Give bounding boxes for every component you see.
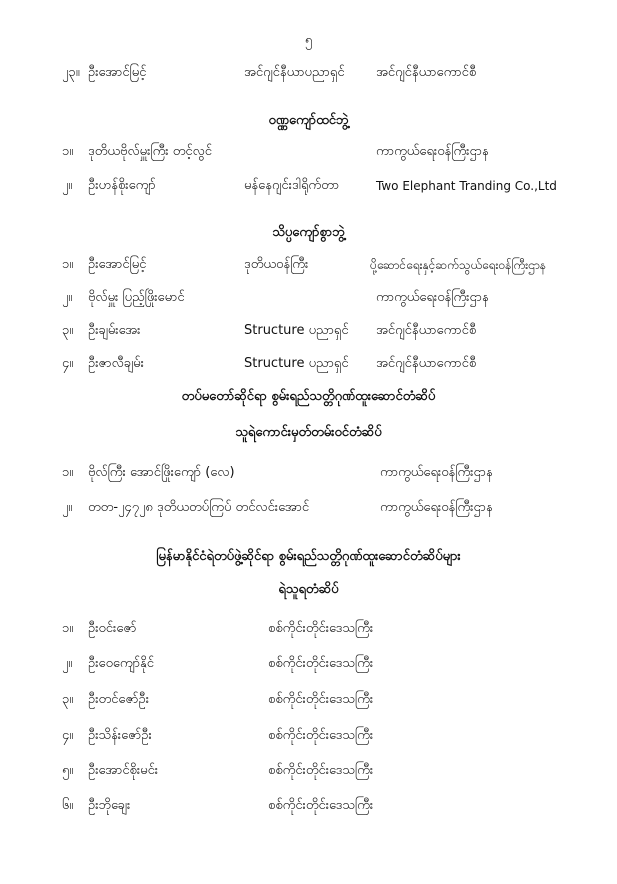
item-name: ဦးတင်ဇော်ဦး: [88, 692, 150, 707]
item-org: ပို့ဆောင်ရေးနှင့်ဆက်သွယ်ရေးဝန်ကြီးဌာန: [370, 258, 546, 272]
item-number: ၂၃။: [62, 65, 80, 80]
item-title: စစ်ကိုင်းတိုင်းဒေသကြီး: [268, 798, 374, 813]
item-org: အင်ဂျင်နီယာကောင်စီ: [376, 323, 477, 338]
item-org: ကာကွယ်ရေးဝန်ကြီးဌာန: [380, 500, 493, 515]
item-number: ၅။: [62, 763, 74, 778]
item-title: စစ်ကိုင်းတိုင်းဒေသကြီး: [268, 692, 374, 707]
item-title: Structure ပညာရှင်: [244, 356, 349, 371]
item-title: စစ်ကိုင်းတိုင်းဒေသကြီး: [268, 728, 374, 743]
item-name: ဦးအောင်စိုးမင်း: [88, 763, 159, 778]
item-number: ၃။: [62, 323, 74, 338]
item-org: အင်ဂျင်နီယာကောင်စီ: [376, 356, 477, 371]
item-org: အင်ဂျင်နီယာကောင်စီ: [376, 65, 477, 80]
item-org: ကာကွယ်ရေးဝန်ကြီးဌာန: [376, 290, 489, 305]
item-number: ၂။: [62, 500, 73, 515]
item-org: Two Elephant Tranding Co.,Ltd: [376, 179, 557, 193]
item-number: ၂။: [62, 656, 73, 671]
item-title: စစ်ကိုင်းတိုင်းဒေသကြီး: [268, 621, 374, 636]
section-heading: ဝဏ္ဏကျော်ထင်ဘွဲ့: [268, 113, 349, 128]
item-name: ဦးဟန်စိုးကျော်: [88, 178, 156, 193]
item-name: ဦးအောင်မြင့်: [88, 257, 147, 272]
item-number: ၁။: [62, 465, 74, 480]
item-number: ၄။: [62, 728, 74, 743]
item-title: စစ်ကိုင်းတိုင်းဒေသကြီး: [268, 763, 374, 778]
item-name: တတ-၂၄၇၂၈ ဒုတိယတပ်ကြပ် တင်လင်းအောင်: [88, 500, 310, 515]
item-title: ဒုတိယဝန်ကြီး: [244, 257, 309, 272]
section-heading: တပ်မတော်ဆိုင်ရာ စွမ်းရည်သတ္တိဂုဏ်ထူးဆောင်တံဆိပ်: [181, 389, 436, 404]
item-number: ၂။: [62, 178, 73, 193]
item-number: ၆။: [62, 798, 74, 813]
item-number: ၄။: [62, 356, 74, 371]
item-title: စစ်ကိုင်းတိုင်းဒေသကြီး: [268, 656, 374, 671]
item-number: ၁။: [62, 621, 74, 636]
item-name: ဦးဝင်းဇော်: [88, 621, 137, 636]
item-name: ဦးသိန်းဇော်ဦး: [88, 728, 152, 743]
item-name: ဦးအောင်မြင့်: [88, 65, 147, 80]
item-name: ဗိုလ်မှူး ပြည့်ဖြိုးမောင်: [88, 290, 185, 305]
item-name: ဦးဇာလီချမ်း: [88, 356, 144, 371]
item-title: Structure ပညာရှင်: [244, 323, 349, 338]
page-number: ၅: [304, 33, 313, 48]
item-number: ၂။: [62, 290, 73, 305]
section-heading: သိပ္ပကျော်စွာဘွဲ့: [272, 225, 345, 240]
item-number: ၁။: [62, 144, 74, 159]
item-title: အင်ဂျင်နီယာပညာရှင်: [244, 65, 345, 80]
section-subheading: သူရဲကောင်းမှတ်တမ်းဝင်တံဆိပ်: [235, 425, 382, 440]
item-name: ဦးဝေကျော်နိုင်: [88, 656, 154, 671]
section-heading: မြန်မာနိုင်ငံရဲတပ်ဖွဲ့ဆိုင်ရာ စွမ်းရည်သတ္တိဂုဏ်ထူးဆောင်တံဆိပ်များ: [156, 549, 461, 564]
item-org: ကာကွယ်ရေးဝန်ကြီးဌာန: [380, 465, 493, 480]
item-name: ဒုတိယဗိုလ်မှူးကြီး တင့်လွင်: [88, 144, 213, 159]
item-number: ၃။: [62, 692, 74, 707]
item-title: မန်နေဂျင်းဒါရိုက်တာ: [244, 178, 340, 193]
item-org: ကာကွယ်ရေးဝန်ကြီးဌာန: [376, 144, 489, 159]
item-name: ဦးဘိုချေး: [88, 798, 131, 813]
item-number: ၁။: [62, 257, 74, 272]
section-subheading: ရဲသူရတံဆိပ်: [278, 582, 339, 597]
item-name: ဗိုလ်ကြီး အောင်ဖြိုးကျော် (လေ): [88, 465, 235, 480]
item-name: ဦးချမ်းအေး: [88, 323, 141, 338]
